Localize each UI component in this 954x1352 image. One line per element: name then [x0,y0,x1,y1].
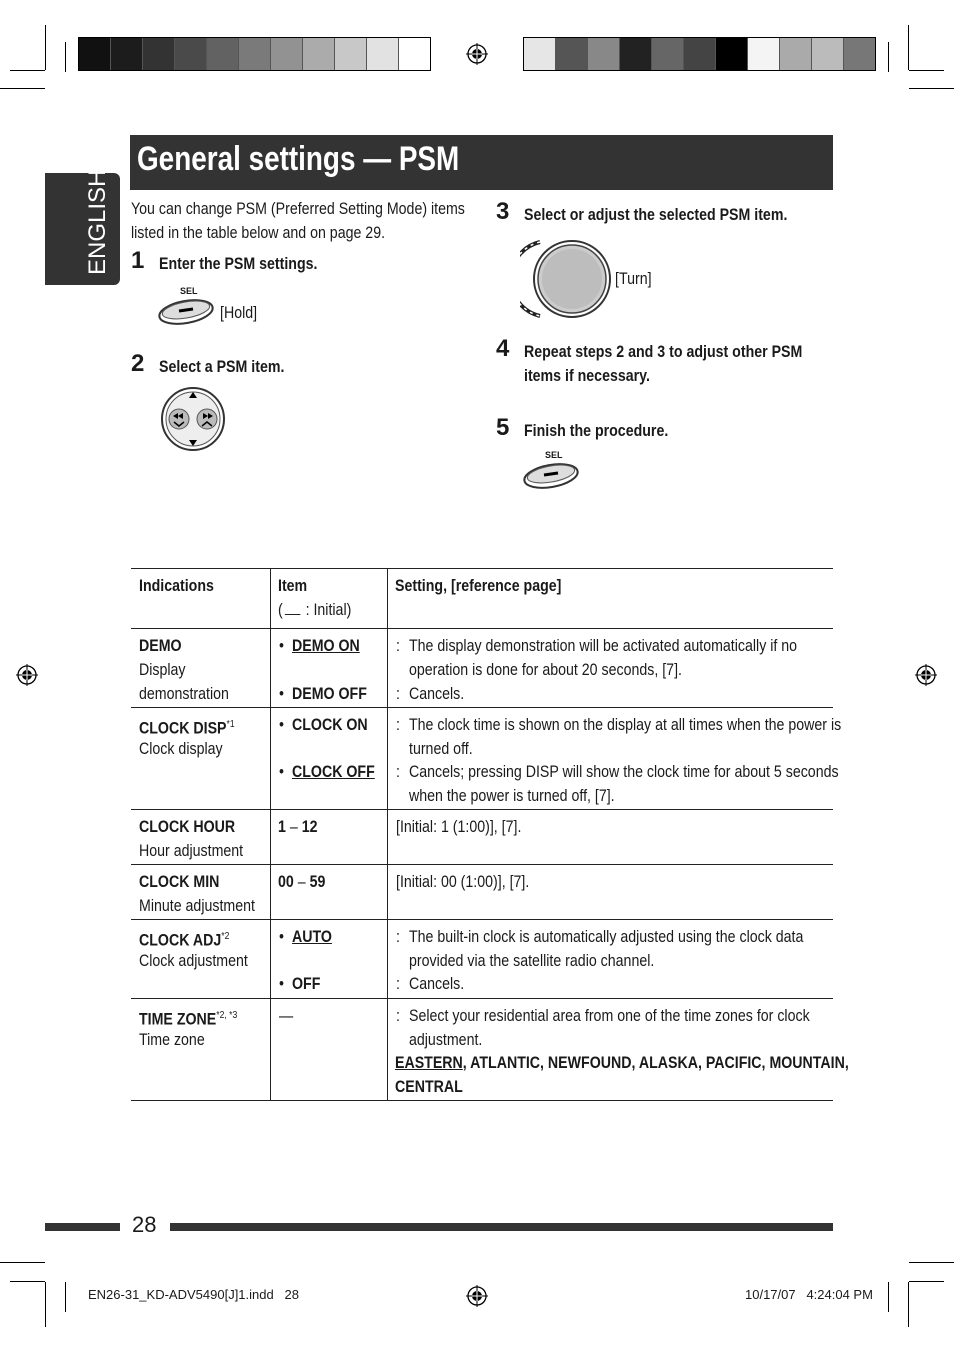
step-number: 2 [131,350,145,377]
indication: CLOCK DISP$^{*1}$ [139,719,235,738]
crop-mark [65,42,66,72]
grayscale-bar-left [78,37,431,71]
indication-sub: Display [139,661,186,679]
indication-sub: Time zone [139,1031,205,1049]
indication-sub: Clock adjustment [139,952,248,970]
item-option: CLOCK OFF [292,763,375,781]
setting-text: [Initial: 00 (1:00)], [7]. [396,873,530,891]
crop-mark [10,70,45,71]
indication-sub: Clock display [139,740,223,758]
sel-button-icon [522,461,580,491]
indication: CLOCK ADJ$^{*2}$ [139,931,230,950]
crop-mark [908,1282,909,1327]
registration-mark-icon [466,43,488,65]
colon: : [396,637,400,655]
page-title: General settings — PSM [137,140,460,178]
colon: : [396,928,400,946]
turn-label: [Turn] [615,270,652,288]
column-header: Item [278,577,308,595]
sel-button-label: SEL [545,450,563,460]
sel-button-label: SEL [180,286,198,296]
item-range: 1 – 12 [278,818,318,836]
indication: TIME $ZONE^{*2, *3}$ [139,1010,238,1029]
page-number: 28 [132,1212,157,1237]
volume-knob-icon [520,234,615,324]
time-zone-list: EASTERN, ATLANTIC, NEWFOUND, ALASKA, PACIFIC, MOUNTAIN, [395,1054,849,1072]
colon: : [396,763,400,781]
bullet: • [279,685,284,703]
crop-mark [909,88,954,89]
setting-text: The display demonstration will be activated automatically if no [409,637,798,655]
bullet: • [279,763,284,781]
setting-text: Cancels. [409,685,465,703]
registration-mark-icon [915,664,937,686]
item-option: OFF [292,975,321,993]
step-text: Enter the PSM settings. [159,255,318,273]
step-text: Repeat steps 2 and 3 to adjust other PSM [524,343,803,361]
setting-text: Cancels. [409,975,465,993]
column-header: Indications [139,577,214,595]
step-text: Select or adjust the selected PSM item. [524,206,788,224]
hold-label: [Hold] [220,304,258,322]
intro-line: listed in the table below and on page 29. [131,224,386,242]
item-option: AUTO [292,928,332,946]
bullet: • [279,928,284,946]
colon: : [396,1007,400,1025]
item-dash: — [279,1007,294,1025]
setting-text: when the power is turned off, [7]. [409,787,615,805]
crop-mark [908,25,909,70]
indication: CLOCK HOUR [139,818,236,836]
setting-text: turned off. [409,740,473,758]
crop-mark [0,1262,45,1263]
time-zone-list: CENTRAL [395,1078,463,1096]
step-text: Finish the procedure. [524,422,669,440]
footer-bar [170,1223,833,1231]
colon: : [396,716,400,734]
footer-bar [45,1223,120,1231]
setting-text: The built-in clock is automatically adjusted using the clock data [409,928,804,946]
indication-sub: Hour adjustment [139,842,244,860]
bullet: • [279,637,284,655]
bullet: • [279,716,284,734]
indication: DEMO [139,637,182,655]
step-text: items if necessary. [524,367,650,385]
step-number: 4 [496,335,510,362]
setting-text: adjustment. [409,1031,483,1049]
setting-text: Cancels; pressing DISP will show the clock time for about 5 seconds [409,763,839,781]
intro-line: You can change PSM (Preferred Setting Mode) items [131,200,465,218]
setting-text: The clock time is shown on the display at all times when the power is [409,716,842,734]
item-option: CLOCK ON [292,716,368,734]
crop-mark [45,25,46,70]
crop-mark [909,70,944,71]
setting-text: operation is done for about 20 seconds, [7]. [409,661,682,679]
sel-button-icon [157,297,215,327]
footer-file: EN26-31_KD-ADV5490[J]1.indd 28 [88,1287,300,1302]
indication: CLOCK MIN [139,873,220,891]
crop-mark [0,88,45,89]
step-number: 1 [131,247,145,274]
crop-mark [888,1282,889,1312]
language-label: ENGLISH [84,169,111,275]
item-range: 00 – 59 [278,873,326,891]
colon: : [396,685,400,703]
colon: : [396,975,400,993]
crop-mark [45,1282,46,1327]
step-text: Select a PSM item. [159,358,285,376]
column-header: Setting, [reference page] [395,577,562,595]
crop-mark [10,1281,45,1282]
setting-text: provided via the satellite radio channel. [409,952,655,970]
item-option: DEMO ON [292,637,360,655]
item-option: DEMO OFF [292,685,367,703]
bullet: • [279,975,284,993]
crop-mark [909,1262,954,1263]
registration-mark-icon [466,1285,488,1307]
step-number: 5 [496,414,510,441]
step-number: 3 [496,198,510,225]
control-dial-icon [160,386,226,452]
setting-text: Select your residential area from one of the time zones for clock [409,1007,810,1025]
indication-sub: Minute adjustment [139,897,255,915]
registration-mark-icon [16,664,38,686]
setting-text: [Initial: 1 (1:00)], [7]. [396,818,522,836]
crop-mark [65,1282,66,1312]
footer-date: 10/17/07 4:24:04 PM [745,1287,873,1302]
initial-note: ( : Initial) [278,601,352,619]
indication-sub: demonstration [139,685,229,703]
crop-mark [909,1281,944,1282]
grayscale-bar-right [523,37,876,71]
crop-mark [888,42,889,72]
